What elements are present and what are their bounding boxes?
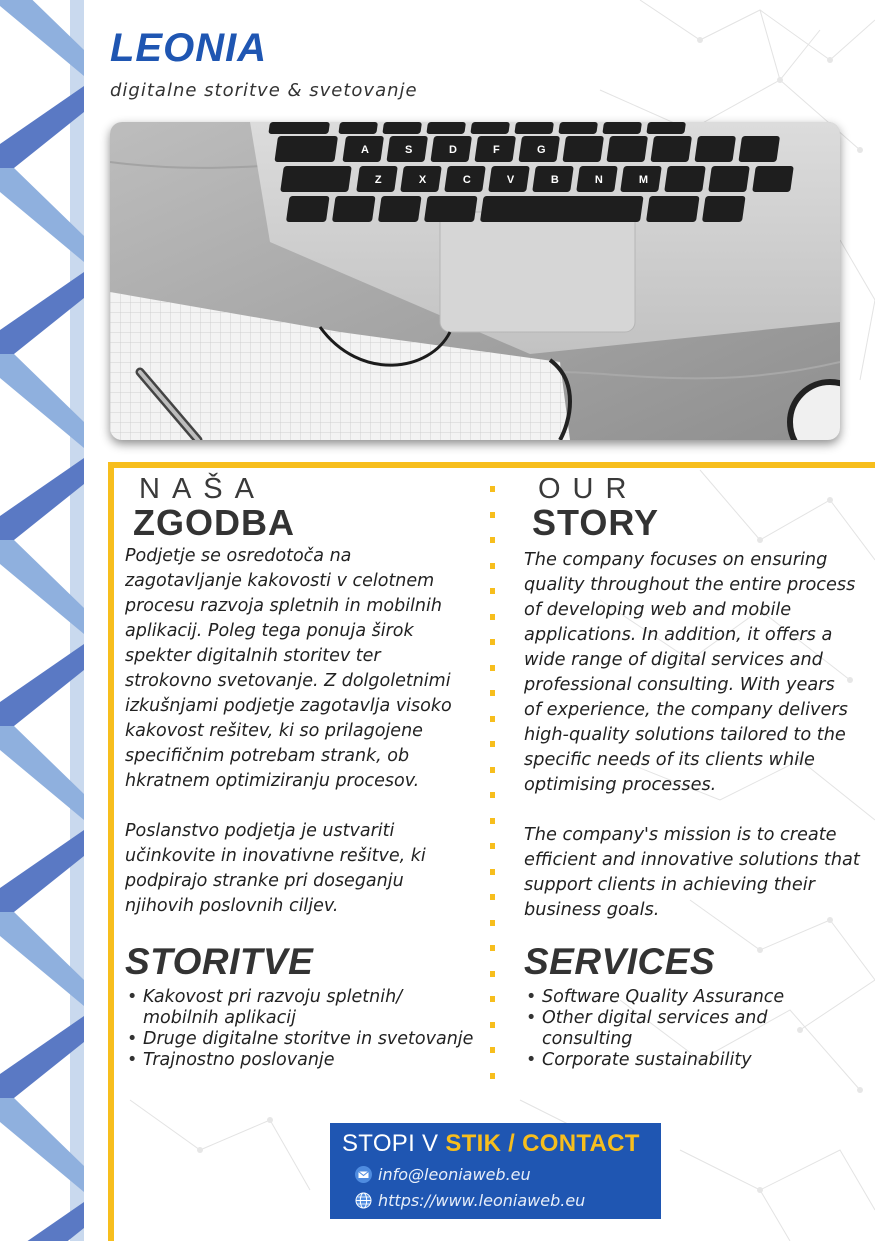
- text-line: wide range of digital services and: [524, 650, 823, 670]
- svg-text:C: C: [462, 174, 471, 186]
- svg-text:B: B: [550, 174, 559, 186]
- list-item: • Kakovost pri razvoju spletnih/ mobilnih aplikacij: [125, 987, 485, 1029]
- globe-icon: [355, 1192, 372, 1209]
- story-paragraph: [524, 548, 864, 923]
- svg-text:M: M: [638, 174, 649, 186]
- text-line: procesu razvoja spletnih in mobilnih: [125, 596, 442, 616]
- text-line: strokovno svetovanje. Z dolgoletnimi: [125, 671, 451, 691]
- text-line: optimising processes.: [524, 775, 717, 795]
- story-heading-bottom: STORY: [532, 502, 660, 543]
- svg-text:S: S: [405, 144, 413, 156]
- text-line: zagotavljanje kakovosti v celotnem: [125, 571, 435, 591]
- svg-text:Z: Z: [374, 174, 382, 186]
- svg-text:G: G: [537, 144, 546, 156]
- brand-name: LEONIA: [110, 26, 268, 70]
- svg-text:X: X: [418, 174, 427, 186]
- text-line: spekter digitalnih storitev ter: [125, 646, 381, 666]
- envelope-icon: [355, 1166, 372, 1183]
- text-line: podpirajo stranke pri doseganju: [125, 871, 404, 891]
- email-text[interactable]: info@leoniaweb.eu: [378, 1164, 531, 1184]
- english-column: [524, 474, 864, 1071]
- text-line: high-quality solutions tailored to the: [524, 725, 846, 745]
- text-line: quality throughout the entire process: [524, 575, 856, 595]
- text-line: of experience, the company delivers: [524, 700, 848, 720]
- story-paragraph: [125, 544, 485, 919]
- svg-text:F: F: [493, 144, 500, 156]
- contact-box: [330, 1123, 661, 1219]
- hero-photo: [110, 122, 840, 440]
- services-heading: STORITVE: [125, 941, 314, 982]
- story-heading-top: OUR: [538, 473, 639, 505]
- frame-left-border: [108, 462, 114, 1241]
- svg-text:A: A: [361, 144, 369, 156]
- brand-tagline: digitalne storitve & svetovanje: [110, 80, 418, 101]
- services-list: [125, 987, 485, 1071]
- services-heading: SERVICES: [524, 941, 716, 982]
- story-heading-top: NAŠA: [139, 473, 266, 505]
- website-text[interactable]: https://www.leoniaweb.eu: [378, 1190, 586, 1210]
- svg-text:V: V: [506, 174, 515, 186]
- text-line: The company's mission is to create: [524, 825, 837, 845]
- services-list: [524, 987, 864, 1071]
- list-item: • Druge digitalne storitve in svetovanje: [125, 1029, 485, 1050]
- story-heading-bottom: ZGODBA: [133, 502, 295, 543]
- text-line: Podjetje se osredotoča na: [125, 546, 352, 566]
- text-line: efficient and innovative solutions that: [524, 850, 860, 870]
- email-link[interactable]: [355, 1161, 661, 1187]
- text-line: business goals.: [524, 900, 660, 920]
- zigzag-decoration: [0, 0, 92, 1241]
- list-item: • Corporate sustainability: [524, 1050, 864, 1071]
- contact-title-prefix: STOPI V: [342, 1130, 446, 1157]
- text-line: kakovost rešitev, ki so prilagojene: [125, 721, 423, 741]
- text-line: učinkovite in inovativne rešitve, ki: [125, 846, 426, 866]
- website-link[interactable]: [355, 1187, 661, 1213]
- text-line: izkušnjami podjetje zagotavlja visoko: [125, 696, 452, 716]
- svg-text:N: N: [594, 174, 603, 186]
- list-item: • Trajnostno poslovanje: [125, 1050, 485, 1071]
- text-line: Poslanstvo podjetja je ustvariti: [125, 821, 395, 841]
- text-line: professional consulting. With years: [524, 675, 835, 695]
- text-line: specifičnim potrebam strank, ob: [125, 746, 410, 766]
- text-line: applications. In addition, it offers a: [524, 625, 833, 645]
- text-line: njihovih poslovnih ciljev.: [125, 896, 339, 916]
- text-line: support clients in achieving their: [524, 875, 815, 895]
- slovene-column: [125, 474, 485, 1071]
- text-line: The company focuses on ensuring: [524, 550, 828, 570]
- list-item: • Other digital services and consulting: [524, 1008, 864, 1050]
- text-line: aplikacij. Poleg tega ponuja širok: [125, 621, 414, 641]
- text-line: specific needs of its clients while: [524, 750, 815, 770]
- frame-top-border: [108, 462, 875, 468]
- contact-title: [342, 1127, 661, 1161]
- contact-title-strong: STIK / CONTACT: [445, 1130, 640, 1157]
- text-line: hkratnem optimiziranju procesov.: [125, 771, 420, 791]
- list-item: • Software Quality Assurance: [524, 987, 864, 1008]
- dashed-divider: [490, 486, 496, 1090]
- text-line: of developing web and mobile: [524, 600, 792, 620]
- svg-text:D: D: [449, 144, 457, 156]
